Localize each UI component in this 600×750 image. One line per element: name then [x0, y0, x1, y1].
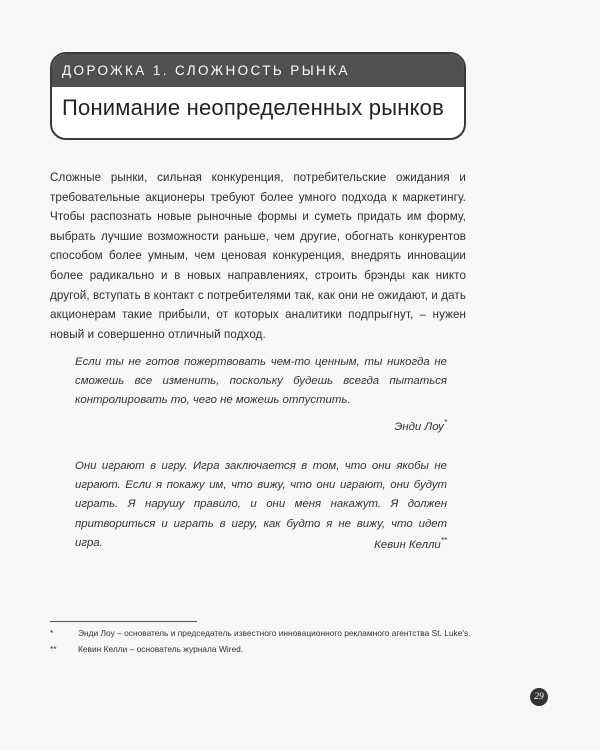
quote-1-footnote-mark: *	[443, 418, 447, 428]
chapter-title: Понимание неопределенных рынков	[62, 95, 444, 120]
quote-2-footnote-mark: **	[440, 536, 447, 546]
footnote-divider	[50, 621, 197, 622]
footnote-2-text: Кевин Келли – основатель журнала Wired.	[78, 644, 244, 654]
footnote-1-mark: *	[50, 628, 54, 638]
chapter-label: ДОРОЖКА 1. СЛОЖНОСТЬ РЫНКА	[52, 54, 464, 87]
quote-2-author	[374, 536, 447, 551]
footnote-1	[50, 628, 470, 638]
quote-1-author	[394, 418, 447, 433]
quote-1-author-name: Энди Лоу	[394, 421, 444, 433]
chapter-header	[50, 52, 466, 140]
footnote-2	[50, 644, 243, 654]
quote-1-text: Если ты не готов пожертвовать чем-то ценным, ты никогда не сможешь все изменить, поскольку будешь всегда пытаться контролировать то, чего не можешь отпустить.	[75, 356, 447, 407]
footnote-2-mark: **	[50, 644, 57, 654]
footnote-1-text: Энди Лоу – основатель и председатель известного инновационного рекламного агентства St. Luke's.	[78, 628, 471, 638]
quote-2-text: Они играют в игру. Игра заключается в том, что они якобы не играют. Если я покажу им, что вижу, что они играют, они будут играть. Я нарушу правило, и они меня накажут. Я должен притвориться и играть в игру, как будто я не вижу, что идет игра.	[75, 460, 447, 549]
body-paragraph: Сложные рынки, сильная конкуренция, потребительские ожидания и требовательные акционеры требуют более умного подхода к маркетингу. Чтобы распознать новые рыночные формы и суметь придать им форму, выбрать лучшие возможности раньше, чем другие, обогнать конкурентов способом более умным, чем ценовая конкуренция, внедрять инновации более радикально и в новых направлениях, строить брэнды как никто другой, вступать в контакт с потребителями так, как они не ожидают, и дать акционерам такие прибыли, от которых аналитики подпрыгнут, – нужен новый и совершенно отличный подход.	[50, 171, 466, 341]
quote-2-author-name: Кевин Келли	[374, 539, 441, 551]
page-number-badge: 29	[530, 688, 548, 706]
